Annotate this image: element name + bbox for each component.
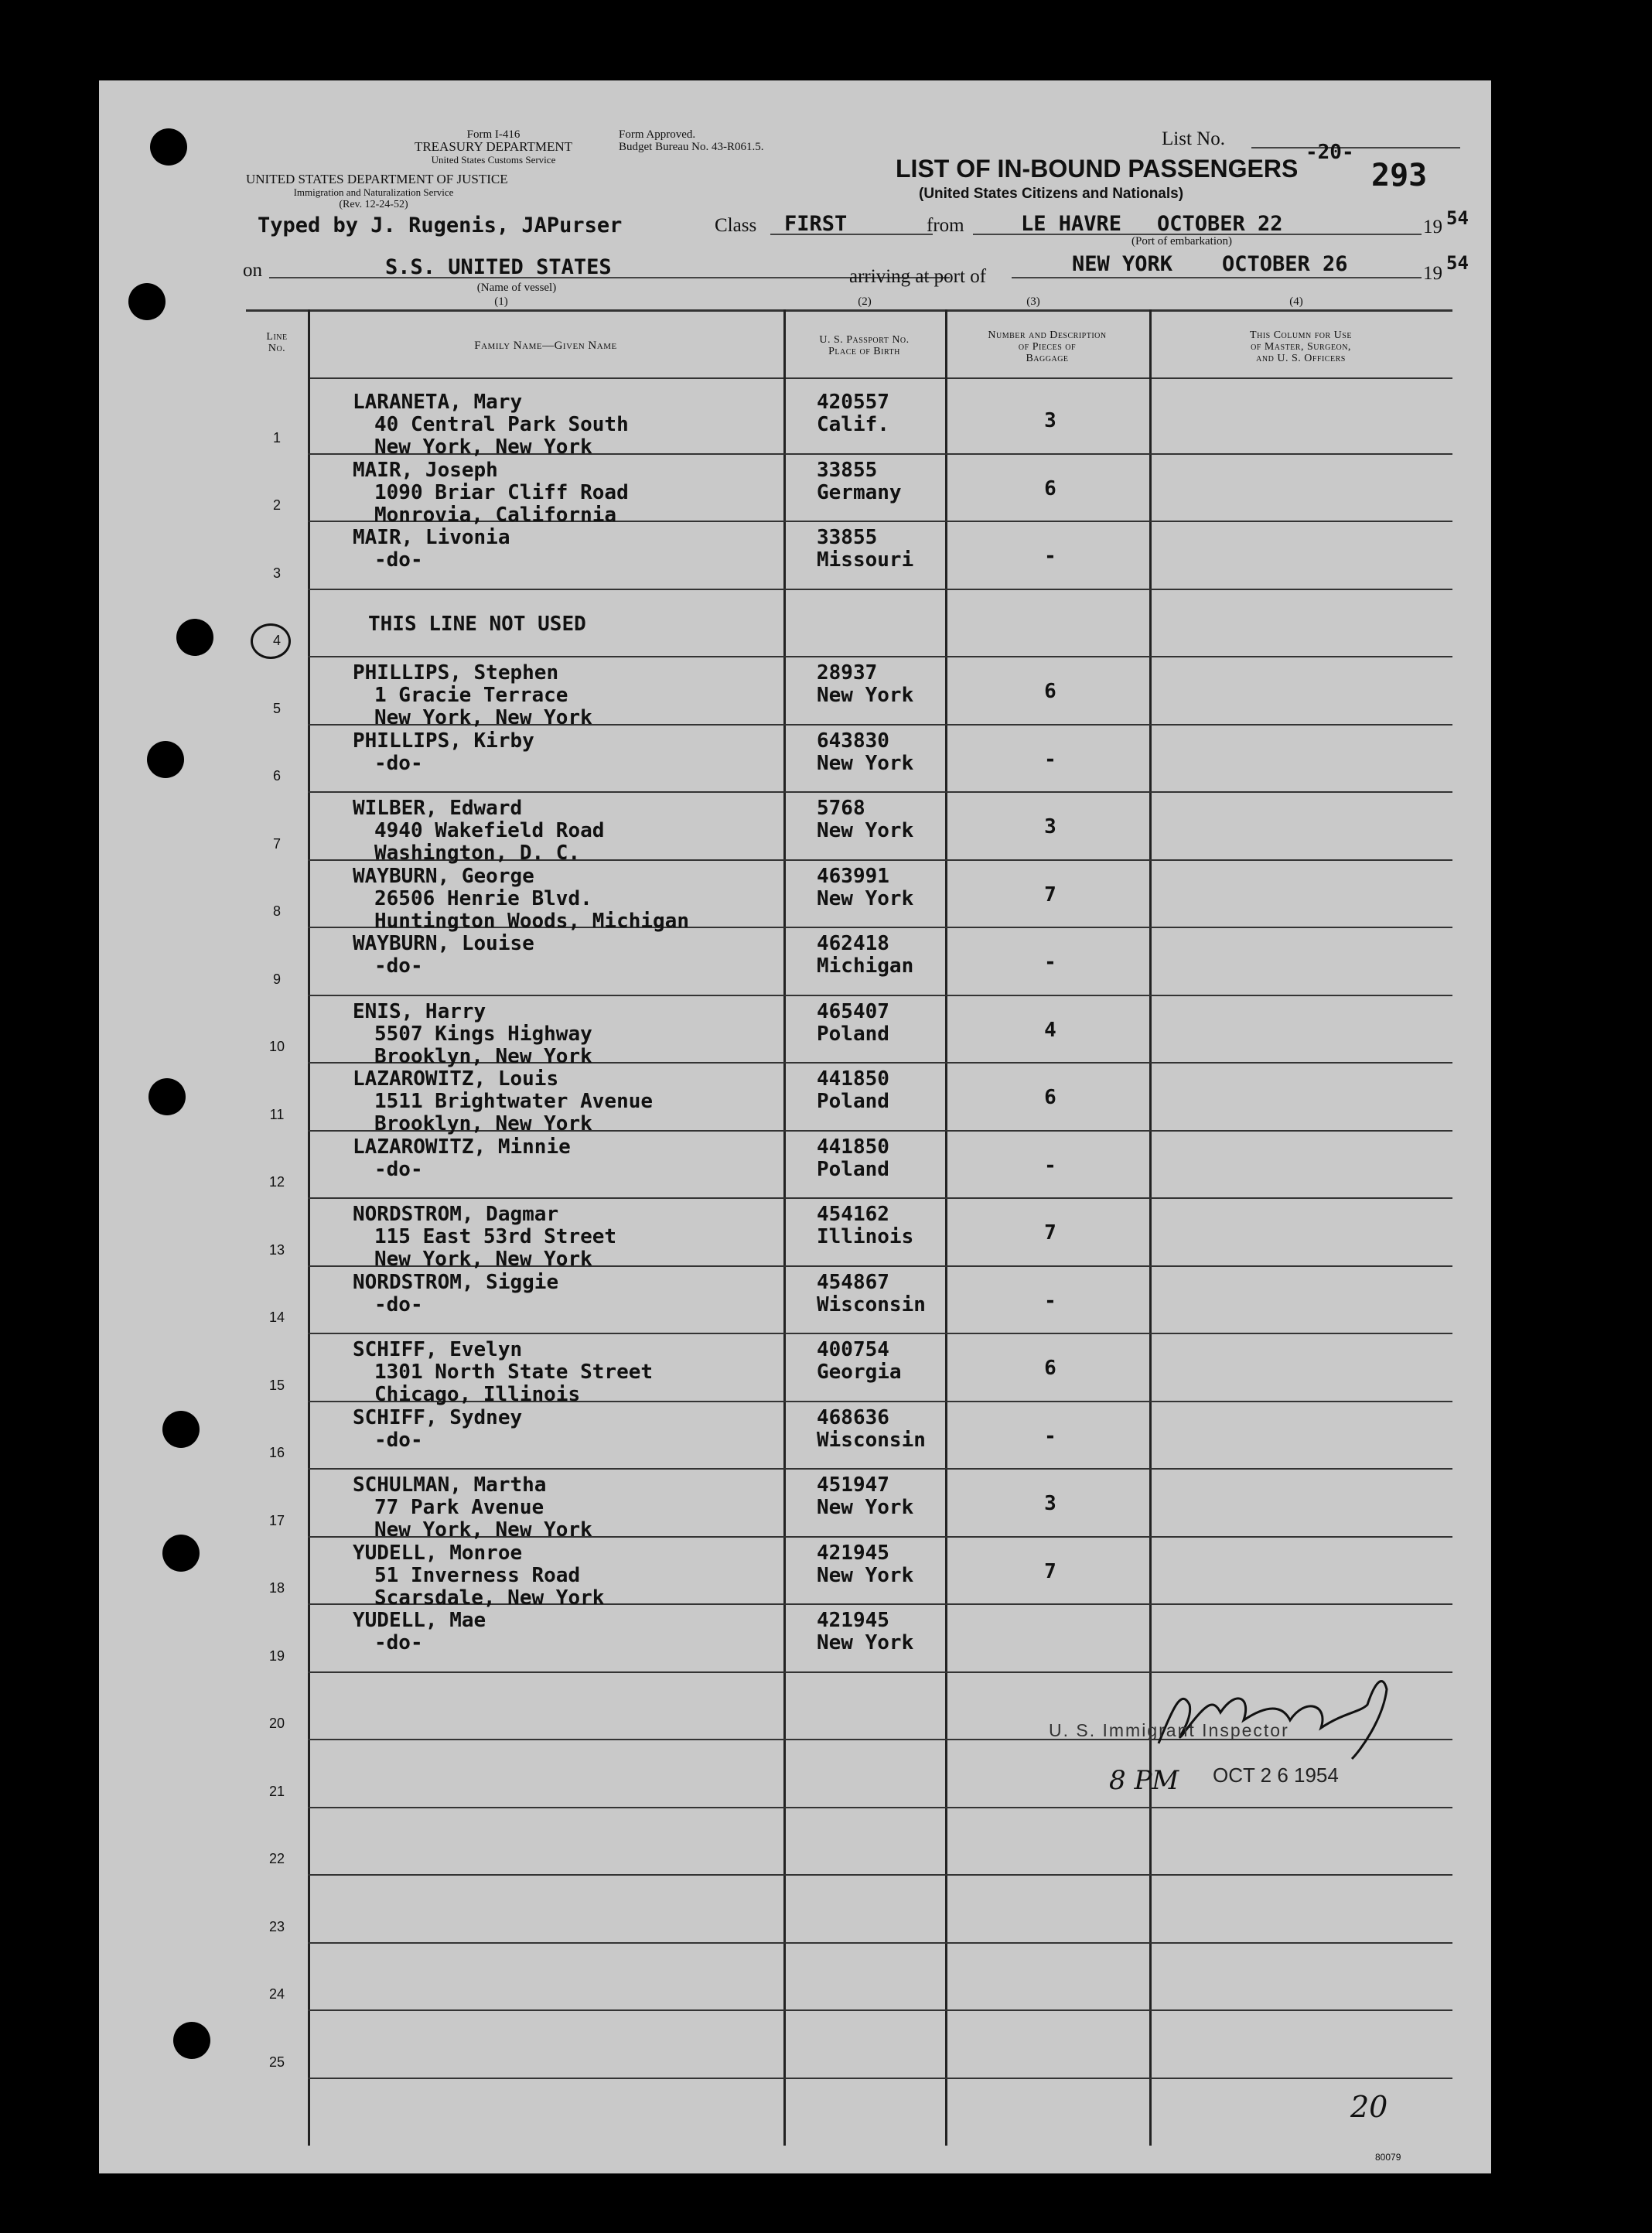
- place-of-birth: Poland: [817, 1022, 889, 1046]
- passport-number: 468636: [817, 1405, 889, 1429]
- manifest-page: [99, 80, 1491, 2173]
- table-row: [246, 793, 1452, 865]
- form-subtitle: (United States Citizens and Nationals): [919, 186, 1184, 202]
- line-number: 21: [268, 1783, 285, 1799]
- baggage-count: 7: [1044, 1559, 1056, 1583]
- ins-line: Immigration and Naturalization Service: [293, 186, 454, 198]
- passenger-name: WAYBURN, Louise: [353, 932, 534, 955]
- table-row: [246, 455, 1452, 527]
- baggage-count: 3: [1044, 409, 1056, 432]
- passport-number: 643830: [817, 729, 889, 753]
- passenger-address-1: 1090 Briar Cliff Road: [374, 480, 629, 504]
- column-number-1: (1): [494, 295, 508, 308]
- passenger-address-1: 1511 Brightwater Avenue: [374, 1090, 654, 1113]
- line-number: 11: [269, 1106, 285, 1122]
- passenger-name: PHILLIPS, Stephen: [353, 661, 559, 685]
- line-number: 1: [272, 429, 281, 446]
- table-row: [246, 1808, 1452, 1876]
- place-of-birth: Wisconsin: [817, 1428, 926, 1452]
- passenger-name: NORDSTROM, Dagmar: [353, 1203, 559, 1226]
- place-of-birth: Georgia: [817, 1361, 902, 1384]
- baggage-count: 7: [1044, 883, 1056, 907]
- passenger-name: SCHIFF, Sydney: [353, 1405, 523, 1429]
- line-4-circle: [251, 623, 291, 659]
- binder-hole: [162, 1411, 200, 1448]
- table-row: [246, 1199, 1452, 1271]
- passenger-name: LARANETA, Mary: [353, 391, 523, 414]
- arrival-port: NEW YORK: [1072, 252, 1173, 276]
- baggage-count: -: [1044, 1153, 1056, 1177]
- passport-number: 451947: [817, 1473, 889, 1497]
- line-number: 6: [272, 768, 281, 784]
- passport-number: 421945: [817, 1541, 889, 1565]
- place-of-birth: Poland: [817, 1157, 889, 1181]
- place-of-birth: New York: [817, 751, 914, 775]
- passenger-address-2: Huntington Woods, Michigan: [374, 909, 689, 933]
- table-row: [246, 996, 1452, 1068]
- passenger-address-1: -do-: [374, 954, 423, 978]
- passenger-address-2: New York, New York: [374, 1248, 592, 1271]
- passenger-address-1: 115 East 53rd Street: [374, 1225, 617, 1248]
- page-number: 293: [1371, 158, 1428, 193]
- passenger-address-1: 26506 Henrie Blvd.: [374, 886, 592, 910]
- table-row: [246, 1876, 1452, 1944]
- from-label: from: [927, 215, 964, 236]
- passenger-address-1: -do-: [374, 1428, 423, 1452]
- passenger-name: MAIR, Joseph: [353, 458, 498, 482]
- passenger-address-2: New York, New York: [374, 435, 592, 459]
- passenger-address-1: 51 Inverness Road: [374, 1563, 581, 1587]
- on-label: on: [243, 260, 262, 281]
- baggage-count: 7: [1044, 1221, 1056, 1245]
- place-of-birth: New York: [817, 684, 914, 707]
- passport-number: 33855: [817, 458, 878, 482]
- line-number: 25: [268, 2054, 285, 2070]
- table-row: [246, 1064, 1452, 1135]
- list-no-value: -20-: [1306, 141, 1354, 164]
- passport-number: 462418: [817, 932, 889, 955]
- table-row: [246, 590, 1452, 658]
- baggage-count: -: [1044, 951, 1056, 974]
- arrival-year-prefix: 19: [1423, 263, 1442, 284]
- line-number: 17: [268, 1512, 285, 1528]
- passenger-name: MAIR, Livonia: [353, 526, 510, 549]
- line-number: 5: [272, 700, 281, 716]
- passport-number: 421945: [817, 1609, 889, 1632]
- row-note: THIS LINE NOT USED: [368, 612, 586, 636]
- passenger-name: YUDELL, Mae: [353, 1609, 486, 1632]
- passenger-address-2: Washington, D. C.: [374, 842, 581, 865]
- baggage-header: Number and Description of Pieces of Baggage: [988, 329, 1107, 364]
- passport-number: 441850: [817, 1067, 889, 1091]
- year-prefix: 19: [1423, 217, 1442, 237]
- place-of-birth: Illinois: [817, 1225, 914, 1248]
- passenger-name: LAZAROWITZ, Louis: [353, 1067, 559, 1091]
- binder-hole: [128, 283, 166, 320]
- baggage-count: 6: [1044, 476, 1056, 500]
- passport-number: 463991: [817, 864, 889, 888]
- table-row: [246, 861, 1452, 933]
- line-number: 7: [272, 835, 281, 852]
- table-row: [246, 2011, 1452, 2079]
- binder-hole: [173, 2022, 210, 2059]
- passenger-address-2: Brooklyn, New York: [374, 1112, 592, 1135]
- passenger-name: SCHULMAN, Martha: [353, 1473, 547, 1497]
- passenger-address-2: Chicago, Illinois: [374, 1383, 581, 1406]
- arriving-label: arriving at port of: [849, 266, 987, 287]
- place-of-birth: Germany: [817, 480, 902, 504]
- passport-number: 465407: [817, 999, 889, 1023]
- baggage-count: 6: [1044, 680, 1056, 703]
- binder-hole: [147, 741, 184, 778]
- line-number: 9: [272, 971, 281, 987]
- line-number: 2: [272, 497, 281, 513]
- line-number: 22: [268, 1851, 285, 1866]
- place-of-birth: New York: [817, 886, 914, 910]
- passenger-address-2: Monrovia, California: [374, 503, 617, 527]
- embarkation-date: OCTOBER 22: [1157, 212, 1283, 236]
- passenger-name: ENIS, Harry: [353, 999, 486, 1023]
- binder-hole: [150, 128, 187, 166]
- treasury-dept: TREASURY DEPARTMENT: [414, 139, 573, 154]
- class-label: Class: [715, 215, 757, 236]
- passport-number: 28937: [817, 661, 878, 685]
- passenger-address-1: 1301 North State Street: [374, 1361, 654, 1384]
- table-row: [246, 1944, 1452, 2012]
- passenger-address-1: -do-: [374, 751, 423, 775]
- passport-number: 5768: [817, 797, 865, 820]
- vessel-name: S.S. UNITED STATES: [385, 255, 612, 279]
- inspector-stamp: U. S. Immigrant Inspector: [1049, 1720, 1289, 1740]
- passport-number: 441850: [817, 1135, 889, 1159]
- place-of-birth: New York: [817, 1563, 914, 1587]
- table-row: [246, 1334, 1452, 1406]
- passenger-address-2: Brooklyn, New York: [374, 1044, 592, 1068]
- table-row: [246, 1267, 1452, 1335]
- passenger-name: WAYBURN, George: [353, 864, 534, 888]
- line-number: 19: [268, 1647, 285, 1664]
- baggage-count: -: [1044, 1289, 1056, 1313]
- print-code: 80079: [1375, 2152, 1401, 2163]
- doj-line: UNITED STATES DEPARTMENT OF JUSTICE: [246, 172, 508, 186]
- passport-number: 400754: [817, 1338, 889, 1361]
- embarkation-port: LE HAVRE: [1021, 212, 1122, 236]
- passenger-address-1: -do-: [374, 1157, 423, 1181]
- passenger-name: SCHIFF, Evelyn: [353, 1338, 523, 1361]
- line-number: 24: [268, 1986, 285, 2002]
- page-tally: 20: [1350, 2090, 1388, 2124]
- column-number-4: (4): [1289, 295, 1303, 308]
- table-row: [246, 928, 1452, 996]
- passenger-name: WILBER, Edward: [353, 797, 523, 820]
- line-number: 18: [268, 1580, 285, 1596]
- class-value: FIRST: [784, 212, 848, 236]
- revision-line: (Rev. 12-24-52): [339, 199, 408, 210]
- baggage-count: -: [1044, 747, 1056, 771]
- column-number-2: (2): [858, 295, 872, 308]
- passenger-address-1: 4940 Wakefield Road: [374, 819, 605, 842]
- vessel-caption: (Name of vessel): [476, 282, 557, 294]
- baggage-count: 4: [1044, 1018, 1056, 1042]
- passenger-address-2: Scarsdale, New York: [374, 1586, 605, 1610]
- passenger-address-1: -do-: [374, 1631, 423, 1654]
- place-of-birth: Missouri: [817, 548, 914, 572]
- name-header: Family Name—Given Name: [474, 340, 617, 352]
- passport-number: 454162: [817, 1203, 889, 1226]
- passport-number: 420557: [817, 391, 889, 414]
- budget-bureau-line: Budget Bureau No. 43-R061.5.: [619, 141, 764, 153]
- baggage-count: 3: [1044, 1492, 1056, 1515]
- passport-number: 454867: [817, 1270, 889, 1294]
- form-title: LIST OF IN-BOUND PASSENGERS: [896, 155, 1299, 183]
- officers-header: This Column for Use of Master, Surgeon, and U. S. Officers: [1250, 329, 1352, 364]
- line-number: 20: [268, 1716, 285, 1731]
- list-no-label: List No.: [1162, 128, 1225, 149]
- passenger-address-1: 40 Central Park South: [374, 413, 629, 436]
- binder-hole: [176, 619, 213, 656]
- line-number: 23: [268, 1918, 285, 1934]
- customs-service: United States Customs Service: [431, 154, 556, 166]
- embarkation-year: 54: [1446, 207, 1469, 229]
- typed-by: Typed by J. Rugenis, JAPurser: [258, 213, 623, 237]
- place-of-birth: New York: [817, 1496, 914, 1519]
- passenger-table: [246, 309, 1452, 2146]
- table-row: [246, 657, 1452, 729]
- passenger-address-2: New York, New York: [374, 706, 592, 729]
- passenger-address-2: New York, New York: [374, 1518, 592, 1542]
- passenger-address-1: 5507 Kings Highway: [374, 1022, 592, 1046]
- line-no-header: Line No.: [266, 331, 288, 354]
- baggage-count: 6: [1044, 1086, 1056, 1109]
- table-row: [246, 522, 1452, 590]
- place-of-birth: Michigan: [817, 954, 914, 978]
- table-row: [246, 1402, 1452, 1470]
- passenger-address-1: 77 Park Avenue: [374, 1496, 544, 1519]
- baggage-count: 3: [1044, 815, 1056, 838]
- line-number: 4: [272, 633, 281, 648]
- inspection-date-stamp: OCT 2 6 1954: [1213, 1764, 1339, 1787]
- passenger-name: PHILLIPS, Kirby: [353, 729, 534, 753]
- form-number: Form I-416: [466, 128, 521, 141]
- line-number: 12: [268, 1174, 285, 1190]
- line-number: 15: [268, 1377, 285, 1393]
- passport-header: U. S. Passport No. Place of Birth: [819, 334, 910, 357]
- table-row: [246, 1538, 1452, 1610]
- approval-line: Form Approved.: [619, 128, 696, 141]
- column-number-3: (3): [1026, 295, 1040, 308]
- place-of-birth: New York: [817, 1631, 914, 1654]
- baggage-count: -: [1044, 1424, 1056, 1448]
- place-of-birth: Wisconsin: [817, 1292, 926, 1316]
- line-number: 10: [268, 1039, 285, 1054]
- table-row: [246, 1470, 1452, 1542]
- arrival-year: 54: [1446, 252, 1469, 274]
- arrival-date: OCTOBER 26: [1222, 252, 1348, 276]
- passport-number: 33855: [817, 526, 878, 549]
- line-number: 8: [272, 903, 281, 919]
- place-of-birth: Calif.: [817, 413, 889, 436]
- port-embarkation-caption: (Port of embarkation): [1131, 235, 1232, 248]
- passenger-name: LAZAROWITZ, Minnie: [353, 1135, 571, 1159]
- passenger-address-1: -do-: [374, 548, 423, 572]
- line-number: 16: [268, 1445, 285, 1460]
- passenger-address-1: -do-: [374, 1292, 423, 1316]
- table-row: [246, 726, 1452, 794]
- passenger-name: YUDELL, Monroe: [353, 1541, 523, 1565]
- table-row: [246, 387, 1452, 459]
- line-number: 3: [272, 565, 281, 581]
- passenger-name: NORDSTROM, Siggie: [353, 1270, 559, 1294]
- inspection-time-note: 8 PM: [1109, 1765, 1179, 1796]
- baggage-count: -: [1044, 545, 1056, 568]
- binder-hole: [148, 1078, 186, 1115]
- place-of-birth: Poland: [817, 1090, 889, 1113]
- binder-hole: [162, 1535, 200, 1572]
- line-number: 14: [268, 1309, 285, 1325]
- line-number: 13: [268, 1241, 285, 1258]
- place-of-birth: New York: [817, 819, 914, 842]
- passenger-address-1: 1 Gracie Terrace: [374, 684, 568, 707]
- table-row: [246, 1132, 1452, 1200]
- baggage-count: 6: [1044, 1357, 1056, 1380]
